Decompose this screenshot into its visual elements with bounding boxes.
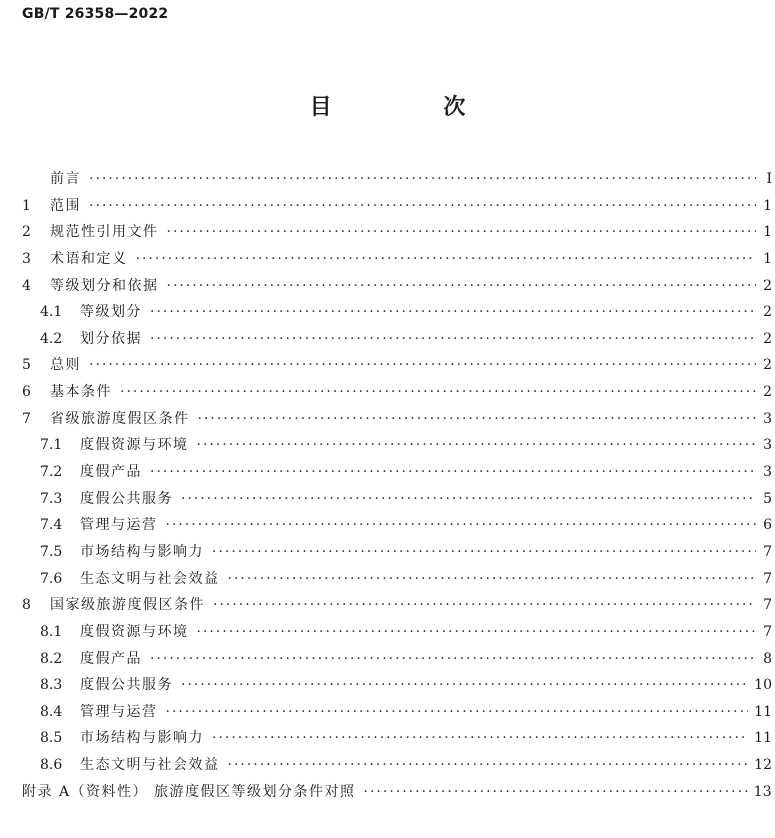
toc-entry-title: 范围 bbox=[50, 197, 81, 214]
toc-leader-dots bbox=[212, 544, 756, 560]
toc-entry-page: Ⅰ bbox=[766, 171, 772, 187]
toc-entry-page: 12 bbox=[754, 757, 772, 774]
toc-leader-dots bbox=[213, 597, 756, 613]
toc-entry[interactable] bbox=[22, 727, 772, 754]
toc-entry-title: 管理与运营 bbox=[80, 517, 158, 534]
toc-entry-number: 8.5 bbox=[40, 730, 63, 747]
toc-entry-page: 2 bbox=[763, 357, 772, 374]
toc-leader-dots bbox=[166, 704, 749, 720]
toc-entry-page: 8 bbox=[763, 650, 772, 667]
toc-entry-number: 4.2 bbox=[40, 330, 63, 347]
toc-entry-page: 2 bbox=[763, 330, 772, 347]
toc-entry-number: 7.3 bbox=[40, 490, 63, 507]
toc-entry[interactable] bbox=[22, 434, 772, 461]
toc-entry-title: 市场结构与影响力 bbox=[80, 730, 204, 747]
toc-entry[interactable] bbox=[22, 621, 772, 648]
toc-entry[interactable] bbox=[22, 648, 772, 675]
toc-entry[interactable] bbox=[22, 301, 772, 328]
toc-leader-dots bbox=[136, 251, 757, 267]
toc-entry[interactable] bbox=[22, 701, 772, 728]
toc-entry-page: 2 bbox=[763, 384, 772, 401]
toc-entry-number: 8.4 bbox=[40, 703, 63, 720]
toc-entry-title: 附录 A（资料性） 旅游度假区等级划分条件对照 bbox=[22, 783, 356, 800]
toc-leader-dots bbox=[181, 677, 748, 693]
toc-entry-title: 市场结构与影响力 bbox=[80, 543, 204, 560]
toc-entry-page: 3 bbox=[763, 410, 772, 427]
toc-entry-number: 7.4 bbox=[40, 517, 63, 534]
toc-leader-dots bbox=[89, 357, 756, 373]
toc-entry-number: 8.1 bbox=[40, 623, 63, 640]
toc-entry-number: 1 bbox=[22, 197, 31, 214]
toc-entry-title: 国家级旅游度假区条件 bbox=[50, 597, 205, 614]
toc-entry-page: 11 bbox=[754, 730, 772, 747]
toc-entry-title: 总则 bbox=[50, 357, 81, 374]
toc-leader-dots bbox=[198, 411, 757, 427]
page-title: 目 次 bbox=[309, 95, 518, 120]
toc-entry[interactable] bbox=[22, 754, 772, 781]
toc-entry-title: 度假公共服务 bbox=[80, 490, 173, 507]
toc-entry[interactable] bbox=[22, 461, 772, 488]
toc-entry[interactable] bbox=[22, 221, 772, 248]
toc-entry-page: 6 bbox=[763, 517, 772, 534]
table-of-contents bbox=[22, 168, 772, 807]
toc-entry-title: 等级划分 bbox=[80, 304, 142, 321]
toc-entry-page: 1 bbox=[763, 197, 772, 214]
toc-entry[interactable] bbox=[22, 195, 772, 222]
toc-entry-page: 10 bbox=[754, 677, 772, 694]
toc-leader-dots bbox=[197, 624, 757, 640]
toc-entry-title: 度假资源与环境 bbox=[80, 437, 189, 454]
toc-leader-dots bbox=[150, 331, 756, 347]
toc-entry-number: 5 bbox=[22, 357, 31, 374]
toc-entry[interactable] bbox=[22, 328, 772, 355]
toc-leader-dots bbox=[197, 437, 757, 453]
toc-entry[interactable] bbox=[22, 674, 772, 701]
toc-entry-number: 2 bbox=[22, 224, 31, 241]
toc-entry[interactable] bbox=[22, 248, 772, 275]
toc-entry-page: 7 bbox=[763, 570, 772, 587]
toc-leader-dots bbox=[181, 491, 756, 507]
toc-entry-number: 7.6 bbox=[40, 570, 63, 587]
toc-entry-page: 1 bbox=[763, 250, 772, 267]
toc-leader-dots bbox=[89, 171, 756, 187]
toc-entry[interactable] bbox=[22, 594, 772, 621]
toc-entry-number: 6 bbox=[22, 384, 31, 401]
toc-leader-dots bbox=[167, 278, 757, 294]
toc-entry[interactable] bbox=[22, 488, 772, 515]
toc-entry-title: 划分依据 bbox=[80, 330, 142, 347]
toc-leader-dots bbox=[212, 730, 748, 746]
toc-leader-dots bbox=[150, 304, 756, 320]
toc-entry-page: 7 bbox=[763, 543, 772, 560]
toc-entry[interactable] bbox=[22, 408, 772, 435]
toc-entry-page: 13 bbox=[753, 783, 772, 800]
toc-entry-title: 度假产品 bbox=[80, 464, 142, 481]
toc-entry-number: 8.6 bbox=[40, 757, 63, 774]
toc-leader-dots bbox=[228, 571, 757, 587]
document-code: GB/T 26358—2022 bbox=[22, 6, 169, 22]
toc-entry-number: 8.2 bbox=[40, 650, 63, 667]
toc-entry-number: 3 bbox=[22, 250, 31, 267]
toc-entry-title: 生态文明与社会效益 bbox=[80, 570, 220, 587]
toc-leader-dots bbox=[228, 757, 749, 773]
toc-leader-dots bbox=[89, 198, 756, 214]
toc-leader-dots bbox=[120, 384, 756, 400]
toc-entry-title: 省级旅游度假区条件 bbox=[50, 410, 190, 427]
toc-entry-title: 规范性引用文件 bbox=[50, 224, 159, 241]
toc-entry-page: 11 bbox=[754, 703, 772, 720]
toc-entry-page: 5 bbox=[763, 490, 772, 507]
toc-entry-title: 基本条件 bbox=[50, 384, 112, 401]
toc-entry-page: 7 bbox=[763, 623, 772, 640]
toc-entry-number: 4 bbox=[22, 277, 31, 294]
toc-entry-number: 7.5 bbox=[40, 543, 63, 560]
toc-entry-page: 3 bbox=[763, 437, 772, 454]
toc-entry-page: 3 bbox=[763, 464, 772, 481]
toc-entry[interactable] bbox=[22, 354, 772, 381]
toc-entry-title: 生态文明与社会效益 bbox=[80, 757, 220, 774]
toc-entry-number: 7 bbox=[22, 410, 31, 427]
toc-entry-page: 1 bbox=[763, 224, 772, 241]
toc-entry-number: 7.1 bbox=[40, 437, 63, 454]
toc-entry-title: 前言 bbox=[50, 171, 81, 187]
toc-entry-title: 度假公共服务 bbox=[80, 677, 173, 694]
toc-entry-page: 7 bbox=[763, 597, 772, 614]
toc-entry[interactable] bbox=[22, 568, 772, 595]
toc-entry[interactable] bbox=[22, 168, 772, 195]
toc-entry-number: 4.1 bbox=[40, 304, 63, 321]
toc-entry-title: 度假产品 bbox=[80, 650, 142, 667]
toc-leader-dots bbox=[364, 784, 748, 800]
toc-entry[interactable] bbox=[22, 781, 772, 808]
toc-entry-title: 度假资源与环境 bbox=[80, 623, 189, 640]
toc-entry-title: 等级划分和依据 bbox=[50, 277, 159, 294]
toc-entry-title: 术语和定义 bbox=[50, 250, 128, 267]
toc-entry-title: 管理与运营 bbox=[80, 703, 158, 720]
toc-entry-page: 2 bbox=[763, 304, 772, 321]
toc-leader-dots bbox=[166, 517, 757, 533]
toc-entry[interactable] bbox=[22, 275, 772, 302]
toc-leader-dots bbox=[167, 224, 757, 240]
toc-entry[interactable] bbox=[22, 381, 772, 408]
toc-entry[interactable] bbox=[22, 514, 772, 541]
toc-entry-page: 2 bbox=[763, 277, 772, 294]
toc-entry-number: 7.2 bbox=[40, 464, 63, 481]
toc-leader-dots bbox=[150, 464, 756, 480]
toc-leader-dots bbox=[150, 651, 756, 667]
toc-entry-number: 8 bbox=[22, 597, 31, 614]
toc-entry-number: 8.3 bbox=[40, 677, 63, 694]
toc-entry[interactable] bbox=[22, 541, 772, 568]
